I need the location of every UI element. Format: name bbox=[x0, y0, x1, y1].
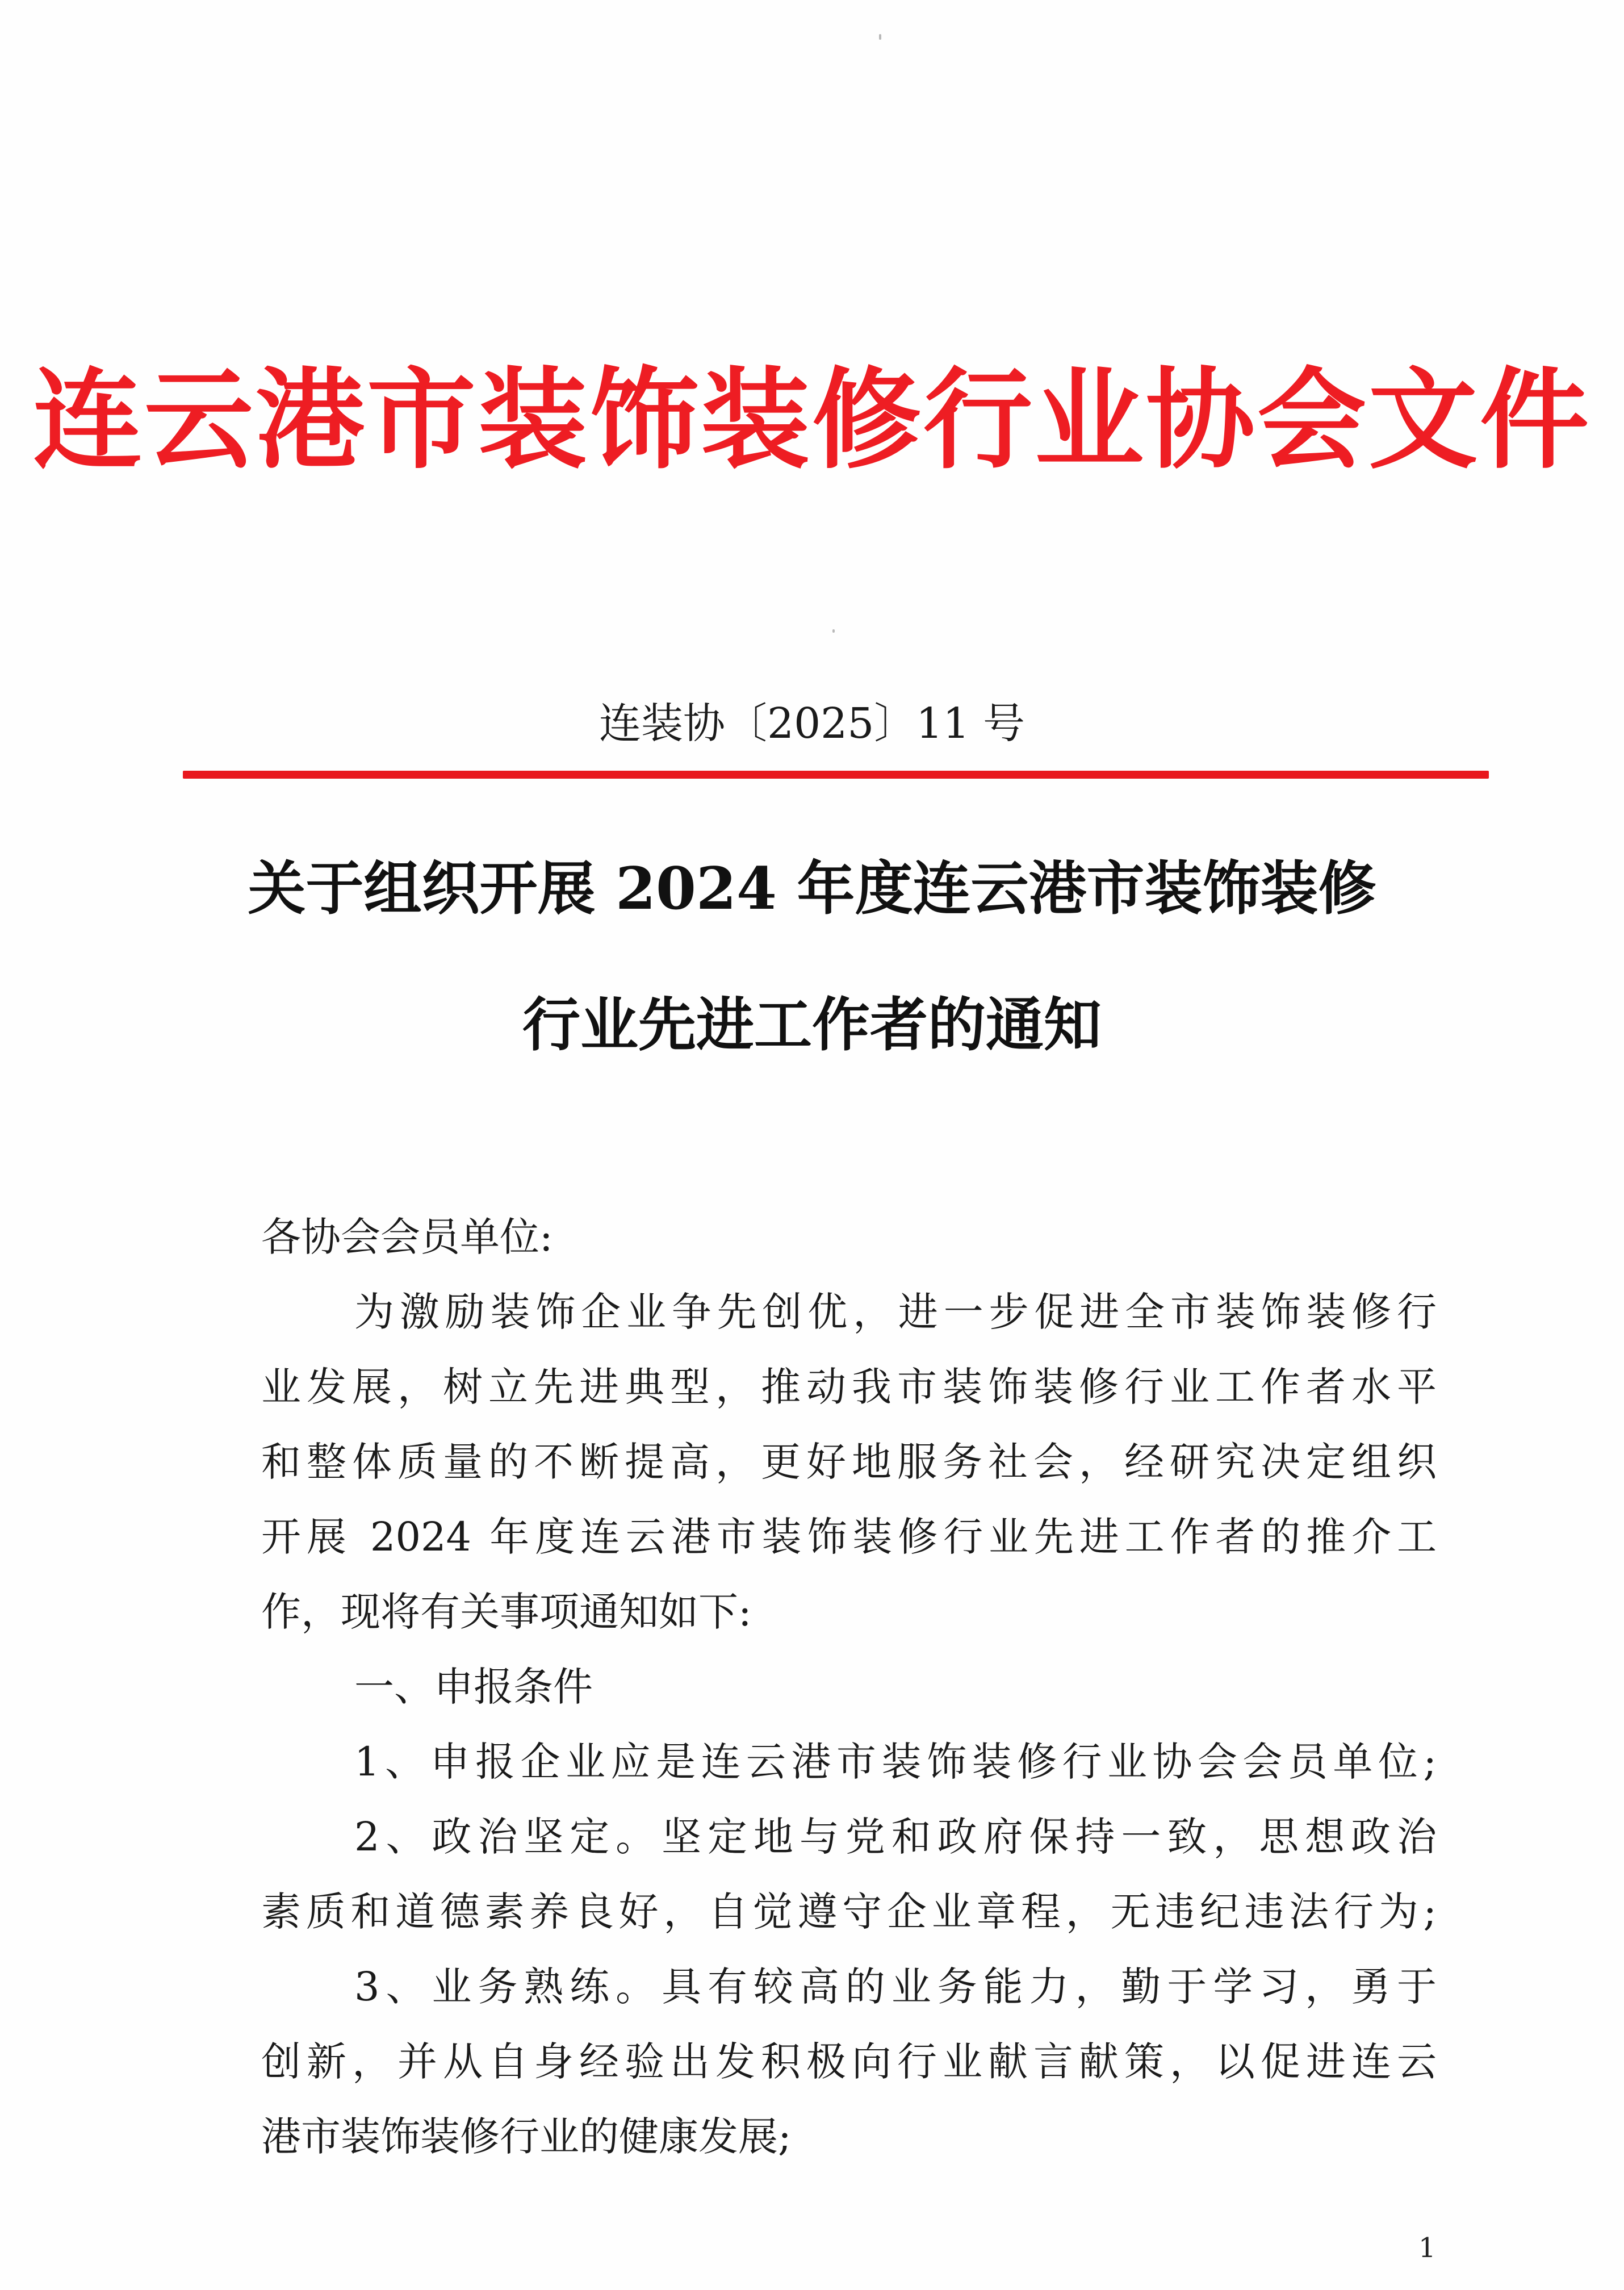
condition-item-1: 1、申报企业应是连云港市装饰装修行业协会会员单位; bbox=[354, 1739, 1437, 1785]
condition-item-2-line-1: 2、政治坚定。坚定地与党和政府保持一致，思想政治 bbox=[354, 1813, 1437, 1860]
condition-item-3-line-3: 港市装饰装修行业的健康发展; bbox=[261, 2113, 792, 2160]
intro-line-1: 为激励装饰企业争先创优，进一步促进全市装饰装修行 bbox=[354, 1289, 1437, 1335]
condition-item-3-line-2: 创新，并从自身经验出发积极向行业献言献策，以促进连云 bbox=[261, 2038, 1437, 2085]
page-number: 1 bbox=[1418, 2232, 1436, 2264]
intro-line-2: 业发展，树立先进典型，推动我市装饰装修行业工作者水平 bbox=[261, 1364, 1437, 1410]
condition-item-3-line-1: 3、业务熟练。具有较高的业务能力，勤于学习，勇于 bbox=[354, 1963, 1437, 2010]
condition-item-2-line-2: 素质和道德素养良好，自觉遵守企业章程，无违纪违法行为; bbox=[261, 1888, 1437, 1935]
org-banner: 连云港市装饰装修行业协会文件 bbox=[33, 356, 1591, 484]
intro-line-4: 开展 2024 年度连云港市装饰装修行业先进工作者的推介工 bbox=[261, 1514, 1437, 1560]
notice-title-line-1: 关于组织开展 2024 年度连云港市装饰装修 bbox=[248, 855, 1376, 923]
scan-speck bbox=[879, 34, 881, 40]
intro-line-5: 作，现将有关事项通知如下: bbox=[261, 1589, 752, 1635]
notice-body bbox=[261, 1200, 1437, 2174]
document-number: 连装协〔2025〕11 号 bbox=[598, 699, 1025, 748]
notice-title-line-2: 行业先进工作者的通知 bbox=[522, 991, 1102, 1059]
section-heading-conditions: 一、申报条件 bbox=[354, 1664, 593, 1710]
scan-speck bbox=[832, 629, 835, 633]
intro-line-3: 和整体质量的不断提高，更好地服务社会，经研究决定组织 bbox=[261, 1439, 1437, 1485]
red-divider-line bbox=[183, 771, 1489, 779]
salutation: 各协会会员单位: bbox=[261, 1214, 553, 1260]
